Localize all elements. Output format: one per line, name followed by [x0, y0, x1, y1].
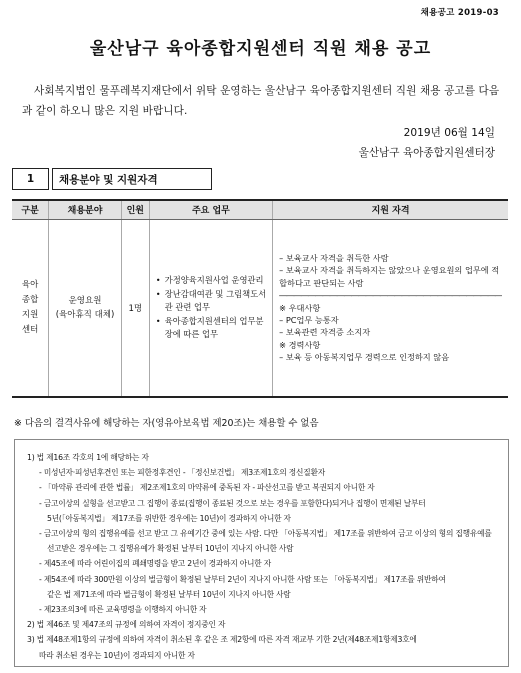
list-item: 따라 취소된 경우는 10년)이 경과되지 아니한 자: [39, 650, 195, 660]
list-item: 3) 법 제48조제1항의 규정에 의하여 자격이 취소된 후 같은 조 제2항에 따른 자격 재교부 기한 2년(제48조제1항제3호에: [27, 635, 417, 645]
field-line: 운영요원: [68, 295, 102, 306]
section-number-box: 1: [12, 168, 49, 190]
duty-item: • 가정양육지원사업 운영관리: [156, 274, 268, 287]
recruitment-table: [12, 199, 508, 398]
list-item: - 금고이상의 실형을 선고받고 그 집행이 종료(집행이 종료된 것으로 보는 경우를 포함한다)되거나 집행이 면제된 날부터: [39, 498, 426, 508]
duty-list: [150, 274, 272, 341]
disqualification-note: ※ 다음의 결격사유에 해당하는 자(영유아보육법 제20조)는 채용할 수 없음: [14, 418, 319, 429]
announcement-date: 2019년 06월 14일: [403, 127, 495, 139]
gubun-line: 육아: [21, 279, 39, 290]
duty-item: • 육아종합지원센터의 업무분장에 따른 업무: [156, 315, 268, 341]
qual-separator: ―――――――――――――――――――――――――――――――: [279, 290, 502, 301]
intro-paragraph: 사회복지법인 물푸레복지재단에서 위탁 운영하는 울산남구 육아종합지원센터 직원 채용 공고를 다음과 같이 하오니 많은 지원 바랍니다.: [22, 85, 500, 117]
table-header-row: [12, 200, 508, 219]
list-item: - 제54조에 따라 300만원 이상의 벌금형이 확정된 날부터 2년이 지나지 아니한 사람 또는 「아동복지법」 제17조를 위반하여: [39, 574, 446, 584]
field-line: (육아휴직 대체): [55, 309, 115, 320]
header-qualifications: 지원 자격: [273, 200, 508, 219]
qual-line: – 보육 등 아동복지업무 경력으로 인정하지 않음: [279, 352, 450, 363]
list-item: - 미성년자·피성년후견인 또는 피한정후견인 - 「정신보건법」 제3조제1호의 정신질환자: [39, 468, 325, 478]
cell-gubun: [12, 219, 49, 397]
list-item: - 제23조의3에 따른 교육명령을 이행하지 아니한 자: [39, 605, 207, 615]
page-title: 울산남구 육아종합지원센터 직원 채용 공고: [89, 39, 432, 59]
cell-qualifications: [273, 219, 508, 397]
gubun-line: 지원: [21, 309, 39, 320]
list-item: 선고받은 경우에는 그 집행유예가 확정된 날부터 10년이 지나지 아니한 사람: [47, 544, 294, 554]
qual-line: – 보육관련 자격증 소지자: [279, 327, 371, 338]
list-item: 1) 법 제16조 각호의 1에 해당하는 자: [27, 453, 149, 462]
cell-field: [49, 219, 122, 397]
qual-line: – 보육교사 자격을 취득하지는 않았으나 운영요원의 업무에 적합하다고 판단되는 사람: [279, 265, 500, 288]
issuing-organization: 울산남구 육아종합지원센터장: [358, 147, 495, 159]
header-count: 인원: [121, 200, 149, 219]
list-item: - 금고이상의 형의 집행유예를 선고 받고 그 유예기간 중에 있는 사람. 다만 「아동복지법」 제17조를 위반하여 금고 이상의 형의 집행유예를: [39, 529, 492, 539]
cell-duties: [149, 219, 272, 397]
disqualification-box: [14, 439, 509, 667]
table-row: [12, 219, 508, 397]
qual-line: ※ 우대사항: [279, 302, 321, 313]
list-item: 2) 법 제46조 및 제47조의 규정에 의하여 자격이 정지중인 자: [27, 620, 226, 630]
gubun-line: 종합: [21, 294, 39, 305]
header-duties: 주요 업무: [149, 200, 272, 219]
qual-line: – 보육교사 자격을 취득한 사람: [279, 252, 389, 263]
cell-count: 1명: [121, 219, 149, 397]
qual-line: – PC업무 능통자: [279, 314, 339, 325]
header-field: 채용분야: [49, 200, 122, 219]
duty-item: • 장난감대여관 및 그림책도서관 관련 업무: [156, 288, 268, 314]
list-item: - 제45조에 따라 어린이집의 폐쇄명령을 받고 2년이 경과하지 아니한 자: [39, 559, 271, 569]
header-gubun: 구분: [12, 200, 49, 219]
qual-line: ※ 경력사항: [279, 339, 321, 350]
list-item: - 「마약류 관리에 관한 법률」 제2조제1호의 마약류에 중독된 자 - 파산선고를 받고 복권되지 아니한 자: [39, 483, 375, 493]
list-item: 5년(「아동복지법」 제17조를 위반한 경우에는 10년)이 경과하지 아니한 자: [47, 513, 291, 523]
section-title-box: 채용분야 및 지원자격: [52, 168, 212, 190]
document-code: 채용공고 2019-03: [420, 8, 499, 18]
gubun-line: 센터: [21, 324, 39, 335]
list-item: 같은 법 제71조에 따라 벌금형이 확정된 날부터 10년이 지나지 아니한 사람: [47, 589, 291, 599]
